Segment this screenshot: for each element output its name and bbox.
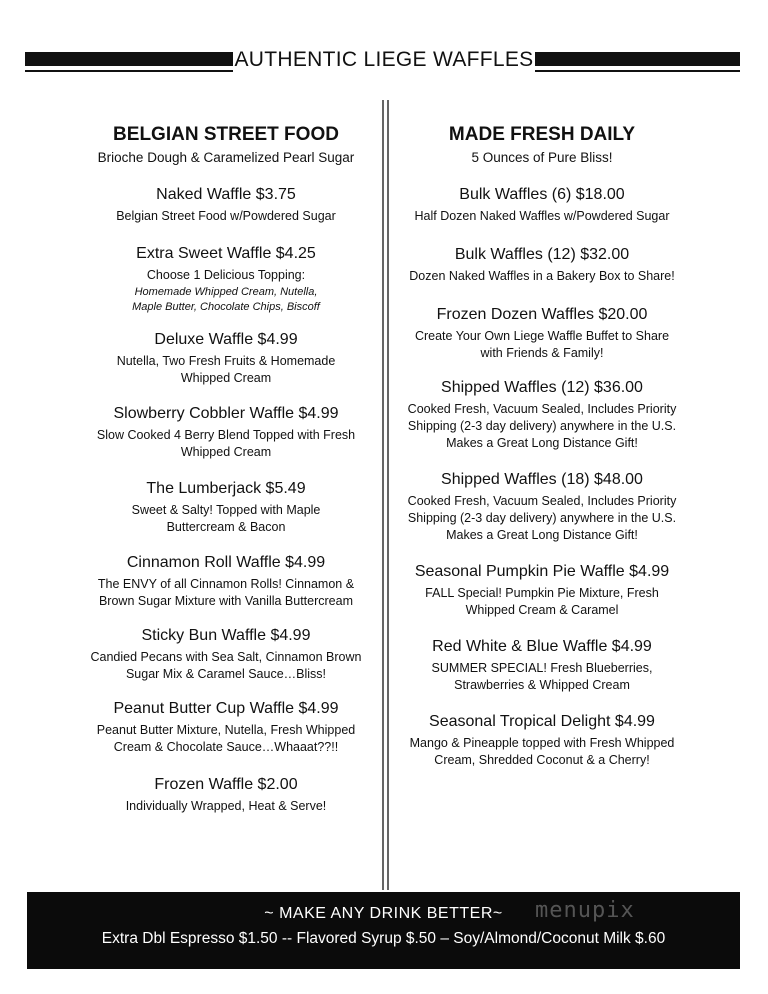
item-desc: Shipping (2-3 day delivery) anywhere in the U.S. (407, 511, 677, 525)
item-desc: Individually Wrapped, Heat & Serve! (125, 799, 327, 813)
item-desc: Makes a Great Long Distance Gift! (446, 436, 638, 450)
left-subheading: Brioche Dough & Caramelized Pearl Sugar (97, 150, 355, 165)
item-desc: Shipping (2-3 day delivery) anywhere in the U.S. (407, 419, 677, 433)
item-desc: Dozen Naked Waffles in a Bakery Box to Share! (409, 269, 675, 283)
item-name: Peanut Butter Cup Waffle $4.99 (113, 700, 339, 717)
item-desc: Mango & Pineapple topped with Fresh Whipped (409, 736, 675, 750)
page-title: AUTHENTIC LIEGE WAFFLES (234, 48, 534, 71)
item-desc: Sugar Mix & Caramel Sauce…Bliss! (125, 667, 327, 681)
item-desc: Nutella, Two Fresh Fruits & Homemade (116, 354, 336, 368)
item-desc: Makes a Great Long Distance Gift! (446, 528, 638, 542)
menu-item (76, 552, 376, 610)
column-divider (387, 100, 389, 890)
item-desc: Candied Pecans with Sea Salt, Cinnamon Brown (90, 650, 362, 664)
menu-item (392, 304, 692, 362)
menu-item (76, 403, 376, 461)
item-desc: The ENVY of all Cinnamon Rolls! Cinnamon & (97, 577, 355, 591)
item-name: Bulk Waffles (12) $32.00 (454, 246, 630, 263)
item-desc: Brown Sugar Mixture with Vanilla Buttercream (98, 594, 354, 608)
item-desc: Sweet & Salty! Topped with Maple (131, 503, 321, 517)
item-name: Bulk Waffles (6) $18.00 (459, 186, 625, 203)
menu-item (76, 698, 376, 756)
item-desc: SUMMER SPECIAL! Fresh Blueberries, (431, 661, 653, 675)
item-name: Cinnamon Roll Waffle $4.99 (126, 554, 326, 571)
menu-item (392, 636, 692, 694)
menu-item (76, 478, 376, 536)
item-desc: Whipped Cream (180, 445, 272, 459)
item-desc: Whipped Cream (180, 371, 272, 385)
item-desc: with Friends & Family! (480, 346, 604, 360)
item-name: Sticky Bun Waffle $4.99 (141, 627, 311, 644)
menu-item (392, 377, 692, 452)
menu-item (392, 244, 692, 285)
menu-item (76, 329, 376, 387)
item-desc: Choose 1 Delicious Topping: (146, 268, 306, 282)
left-heading: BELGIAN STREET FOOD (113, 124, 339, 145)
menu-item (392, 469, 692, 544)
right-column (392, 122, 692, 769)
item-name: Seasonal Pumpkin Pie Waffle $4.99 (414, 563, 670, 580)
menu-item (76, 184, 376, 225)
item-desc: Cooked Fresh, Vacuum Sealed, Includes Priority (407, 494, 677, 508)
item-name: Deluxe Waffle $4.99 (154, 331, 298, 348)
header-bar-right (535, 52, 740, 66)
item-desc: Peanut Butter Mixture, Nutella, Fresh Whipped (96, 723, 356, 737)
right-heading: MADE FRESH DAILY (448, 124, 636, 145)
item-name: Shipped Waffles (18) $48.00 (441, 471, 643, 488)
header-bar-left (25, 52, 233, 66)
item-desc: Whipped Cream & Caramel (465, 603, 619, 617)
item-note: Maple Butter, Chocolate Chips, Biscoff (132, 301, 320, 313)
item-name: Naked Waffle $3.75 (156, 186, 296, 203)
left-column (76, 122, 376, 815)
menu-item (76, 774, 376, 815)
footer-title: ~ MAKE ANY DRINK BETTER~ (264, 905, 503, 922)
item-name: The Lumberjack $5.49 (146, 480, 306, 497)
item-name: Slowberry Cobbler Waffle $4.99 (113, 405, 339, 422)
watermark-logo: menupix (535, 898, 635, 923)
footer-banner (27, 892, 740, 969)
item-desc: Slow Cooked 4 Berry Blend Topped with Fresh (96, 428, 356, 442)
menu-item (76, 243, 376, 315)
item-desc: Create Your Own Liege Waffle Buffet to Share (414, 329, 670, 343)
menu-item (76, 625, 376, 683)
right-subheading: 5 Ounces of Pure Bliss! (471, 150, 613, 165)
item-note: Homemade Whipped Cream, Nutella, (134, 286, 318, 298)
menu-item (392, 561, 692, 619)
footer-addons: Extra Dbl Espresso $1.50 -- Flavored Syrup $.50 – Soy/Almond/Coconut Milk $.60 (101, 930, 666, 947)
item-desc: Half Dozen Naked Waffles w/Powdered Sugar (414, 209, 670, 223)
item-desc: FALL Special! Pumpkin Pie Mixture, Fresh (425, 586, 659, 600)
item-desc: Strawberries & Whipped Cream (454, 678, 630, 692)
item-name: Shipped Waffles (12) $36.00 (441, 379, 643, 396)
item-name: Extra Sweet Waffle $4.25 (136, 245, 316, 262)
item-name: Red White & Blue Waffle $4.99 (432, 638, 652, 655)
item-desc: Cream & Chocolate Sauce…Whaaat??!! (113, 740, 339, 754)
menu-item (392, 711, 692, 769)
item-desc: Buttercream & Bacon (166, 520, 286, 534)
item-desc: Cream, Shredded Coconut & a Cherry! (434, 753, 650, 767)
item-name: Frozen Dozen Waffles $20.00 (436, 306, 648, 323)
menu-item (392, 184, 692, 225)
item-name: Seasonal Tropical Delight $4.99 (429, 713, 655, 730)
column-divider (382, 100, 384, 890)
item-desc: Cooked Fresh, Vacuum Sealed, Includes Priority (407, 402, 677, 416)
item-desc: Belgian Street Food w/Powdered Sugar (116, 209, 336, 223)
item-name: Frozen Waffle $2.00 (154, 776, 298, 793)
